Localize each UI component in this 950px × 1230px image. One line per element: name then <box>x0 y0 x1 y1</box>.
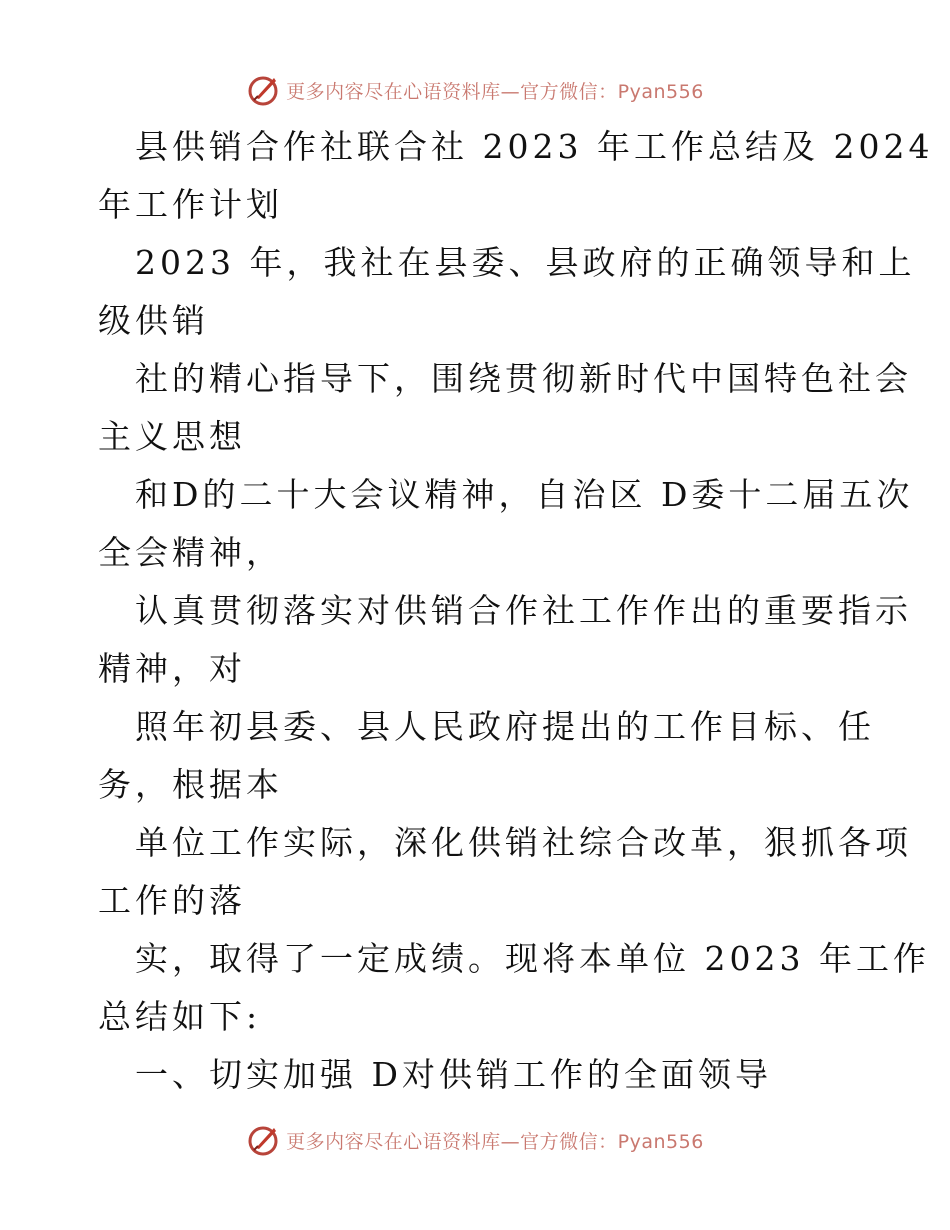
text-line: 级供销 <box>98 301 209 340</box>
text-line: 2023 年，我社在县委、县政府的正确领导和上 <box>135 243 916 282</box>
title-line-2: 年工作计划 <box>98 185 283 224</box>
footer-watermark <box>0 1120 950 1160</box>
watermark-text: 更多内容尽在心语资料库—官方微信：Pyan556 <box>286 1130 704 1153</box>
watermark-text: 更多内容尽在心语资料库—官方微信：Pyan556 <box>286 80 704 103</box>
title-line-1: 县供销合作社联合社 2023 年工作总结及 2024 <box>135 127 934 166</box>
text-line: 认真贯彻落实对供销合作社工作作出的重要指示 <box>135 591 912 630</box>
text-line: 总结如下: <box>98 997 262 1036</box>
section-heading: 一、切实加强 D对供销工作的全面领导 <box>135 1055 772 1094</box>
header-watermark <box>0 70 950 110</box>
text-line: 和D的二十大会议精神，自治区 D委十二届五次 <box>135 475 914 514</box>
quill-seal-icon <box>246 72 282 108</box>
text-line: 主义思想 <box>98 417 246 456</box>
document-body <box>98 118 934 1104</box>
text-line: 单位工作实际，深化供销社综合改革，狠抓各项 <box>135 823 912 862</box>
text-line: 实，取得了一定成绩。现将本单位 2023 年工作 <box>135 939 930 978</box>
text-line: 社的精心指导下，围绕贯彻新时代中国特色社会 <box>135 359 912 398</box>
text-line: 务，根据本 <box>98 765 283 804</box>
quill-seal-icon <box>246 1122 282 1158</box>
text-line: 全会精神， <box>98 533 283 572</box>
text-line: 精神，对 <box>98 649 246 688</box>
text-line: 工作的落 <box>98 881 246 920</box>
text-line: 照年初县委、县人民政府提出的工作目标、任 <box>135 707 875 746</box>
